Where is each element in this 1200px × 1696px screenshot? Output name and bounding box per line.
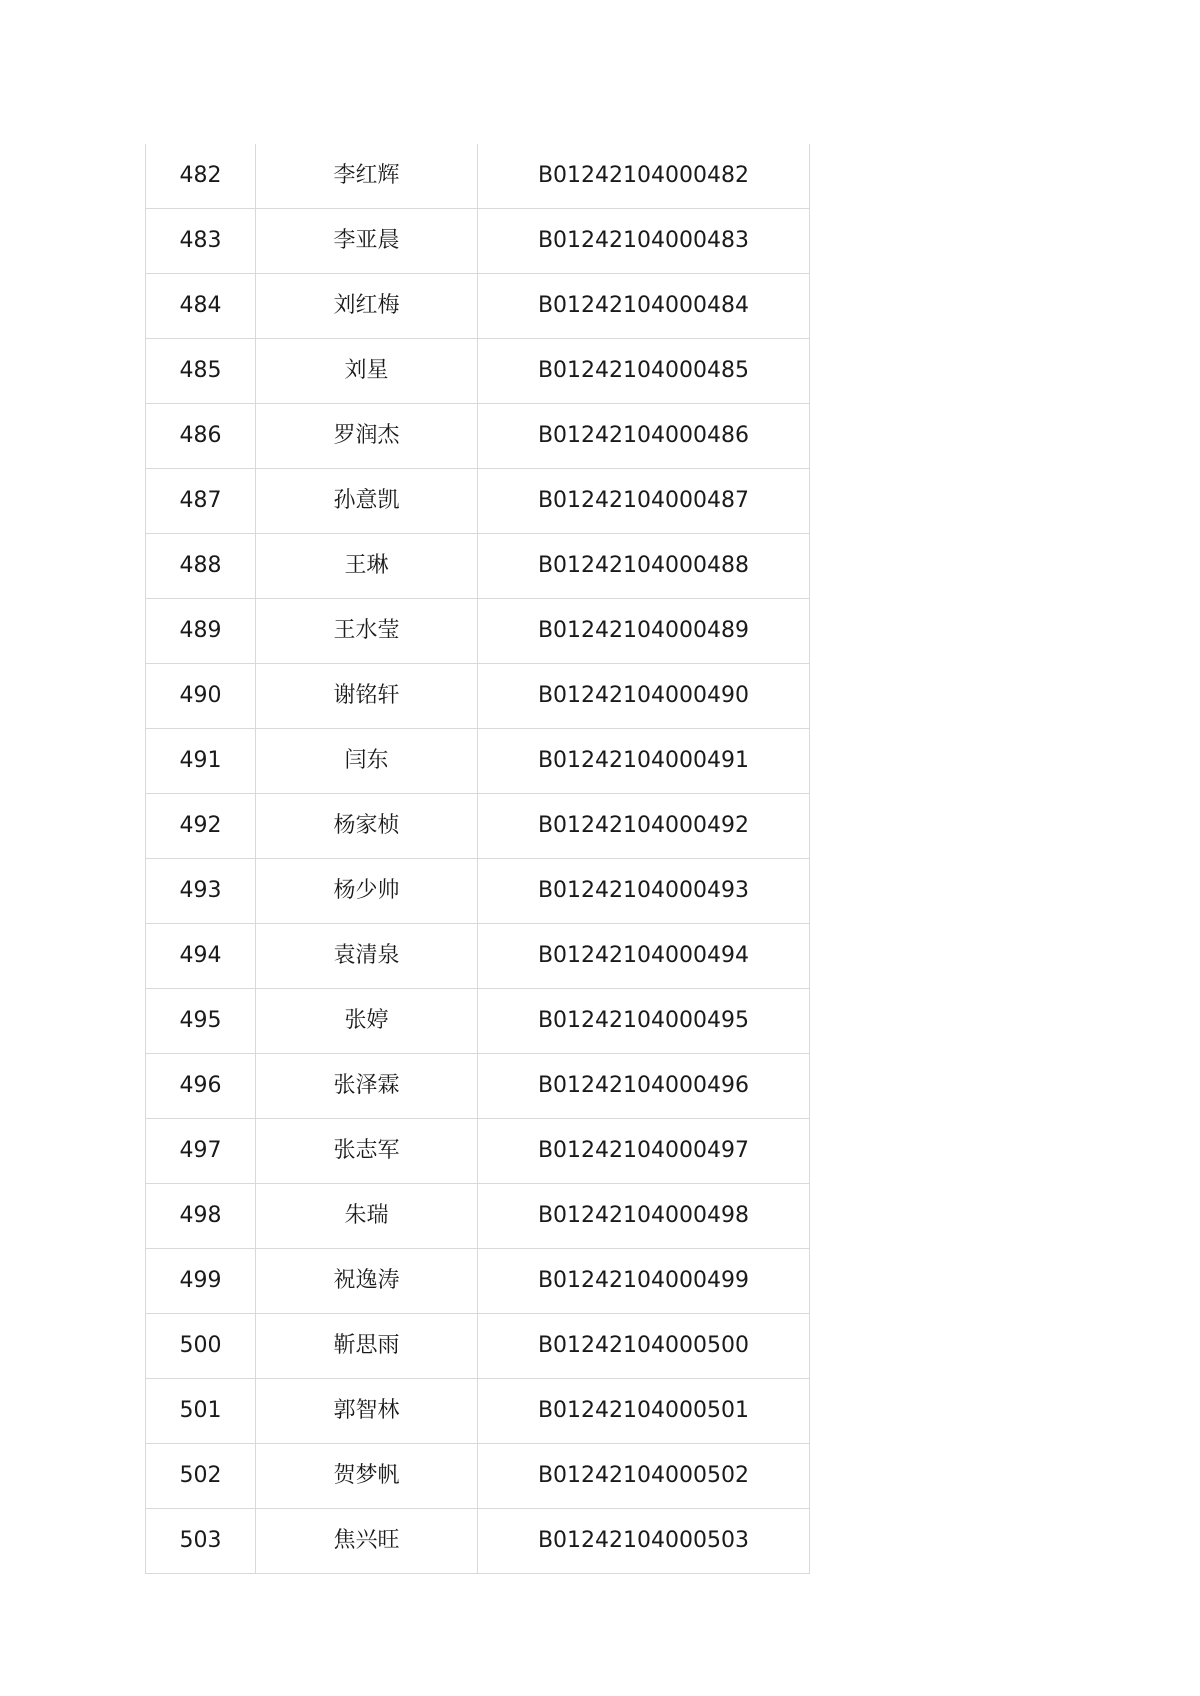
certificate-id-cell: B01242104000501 bbox=[478, 1379, 810, 1444]
row-number-cell: 484 bbox=[146, 274, 256, 339]
row-number-cell: 482 bbox=[146, 144, 256, 209]
certificate-id-cell: B01242104000500 bbox=[478, 1314, 810, 1379]
certificate-id-cell: B01242104000497 bbox=[478, 1119, 810, 1184]
row-number-cell: 487 bbox=[146, 469, 256, 534]
certificate-id-cell: B01242104000485 bbox=[478, 339, 810, 404]
name-cell: 祝逸涛 bbox=[256, 1249, 478, 1314]
table-row bbox=[146, 1509, 810, 1574]
certificate-id-cell: B01242104000484 bbox=[478, 274, 810, 339]
row-number-cell: 495 bbox=[146, 989, 256, 1054]
certificate-id-cell: B01242104000487 bbox=[478, 469, 810, 534]
row-number-cell: 486 bbox=[146, 404, 256, 469]
name-cell: 刘星 bbox=[256, 339, 478, 404]
certificate-id-cell: B01242104000490 bbox=[478, 664, 810, 729]
certificate-id-cell: B01242104000486 bbox=[478, 404, 810, 469]
name-cell: 王琳 bbox=[256, 534, 478, 599]
certificate-id-cell: B01242104000483 bbox=[478, 209, 810, 274]
row-number-cell: 496 bbox=[146, 1054, 256, 1119]
certificate-id-cell: B01242104000503 bbox=[478, 1509, 810, 1574]
certificate-id-cell: B01242104000489 bbox=[478, 599, 810, 664]
name-cell: 杨家桢 bbox=[256, 794, 478, 859]
table-row bbox=[146, 1119, 810, 1184]
row-number-cell: 500 bbox=[146, 1314, 256, 1379]
name-cell: 罗润杰 bbox=[256, 404, 478, 469]
certificate-id-cell: B01242104000488 bbox=[478, 534, 810, 599]
certificate-id-cell: B01242104000494 bbox=[478, 924, 810, 989]
row-number-cell: 485 bbox=[146, 339, 256, 404]
certificate-id-cell: B01242104000496 bbox=[478, 1054, 810, 1119]
name-cell: 袁清泉 bbox=[256, 924, 478, 989]
row-number-cell: 503 bbox=[146, 1509, 256, 1574]
name-cell: 杨少帅 bbox=[256, 859, 478, 924]
table-row bbox=[146, 729, 810, 794]
row-number-cell: 490 bbox=[146, 664, 256, 729]
table-row bbox=[146, 1249, 810, 1314]
row-number-cell: 483 bbox=[146, 209, 256, 274]
table-row bbox=[146, 144, 810, 209]
table-row bbox=[146, 469, 810, 534]
table-row bbox=[146, 1314, 810, 1379]
table-row bbox=[146, 1444, 810, 1509]
certificate-id-cell: B01242104000492 bbox=[478, 794, 810, 859]
table-row bbox=[146, 274, 810, 339]
certificate-id-cell: B01242104000491 bbox=[478, 729, 810, 794]
name-cell: 焦兴旺 bbox=[256, 1509, 478, 1574]
certificate-id-cell: B01242104000482 bbox=[478, 144, 810, 209]
table-row bbox=[146, 794, 810, 859]
name-cell: 李亚晨 bbox=[256, 209, 478, 274]
table-row bbox=[146, 209, 810, 274]
table-row bbox=[146, 404, 810, 469]
name-cell: 闫东 bbox=[256, 729, 478, 794]
row-number-cell: 499 bbox=[146, 1249, 256, 1314]
name-cell: 贺梦帆 bbox=[256, 1444, 478, 1509]
roster-table bbox=[145, 144, 810, 1574]
name-cell: 孙意凯 bbox=[256, 469, 478, 534]
name-cell: 李红辉 bbox=[256, 144, 478, 209]
roster-table-body bbox=[146, 144, 810, 1574]
name-cell: 朱瑞 bbox=[256, 1184, 478, 1249]
table-row bbox=[146, 664, 810, 729]
table-row bbox=[146, 534, 810, 599]
name-cell: 张婷 bbox=[256, 989, 478, 1054]
table-row bbox=[146, 989, 810, 1054]
name-cell: 张志军 bbox=[256, 1119, 478, 1184]
row-number-cell: 494 bbox=[146, 924, 256, 989]
certificate-id-cell: B01242104000495 bbox=[478, 989, 810, 1054]
row-number-cell: 491 bbox=[146, 729, 256, 794]
row-number-cell: 501 bbox=[146, 1379, 256, 1444]
table-row bbox=[146, 924, 810, 989]
row-number-cell: 488 bbox=[146, 534, 256, 599]
table-row bbox=[146, 1184, 810, 1249]
row-number-cell: 489 bbox=[146, 599, 256, 664]
table-row bbox=[146, 339, 810, 404]
name-cell: 张泽霖 bbox=[256, 1054, 478, 1119]
row-number-cell: 498 bbox=[146, 1184, 256, 1249]
table-row bbox=[146, 1054, 810, 1119]
name-cell: 谢铭轩 bbox=[256, 664, 478, 729]
certificate-id-cell: B01242104000498 bbox=[478, 1184, 810, 1249]
name-cell: 王水莹 bbox=[256, 599, 478, 664]
table-row bbox=[146, 599, 810, 664]
name-cell: 靳思雨 bbox=[256, 1314, 478, 1379]
name-cell: 郭智林 bbox=[256, 1379, 478, 1444]
certificate-id-cell: B01242104000499 bbox=[478, 1249, 810, 1314]
row-number-cell: 493 bbox=[146, 859, 256, 924]
row-number-cell: 502 bbox=[146, 1444, 256, 1509]
certificate-id-cell: B01242104000493 bbox=[478, 859, 810, 924]
row-number-cell: 492 bbox=[146, 794, 256, 859]
table-row bbox=[146, 859, 810, 924]
name-cell: 刘红梅 bbox=[256, 274, 478, 339]
certificate-id-cell: B01242104000502 bbox=[478, 1444, 810, 1509]
table-row bbox=[146, 1379, 810, 1444]
row-number-cell: 497 bbox=[146, 1119, 256, 1184]
